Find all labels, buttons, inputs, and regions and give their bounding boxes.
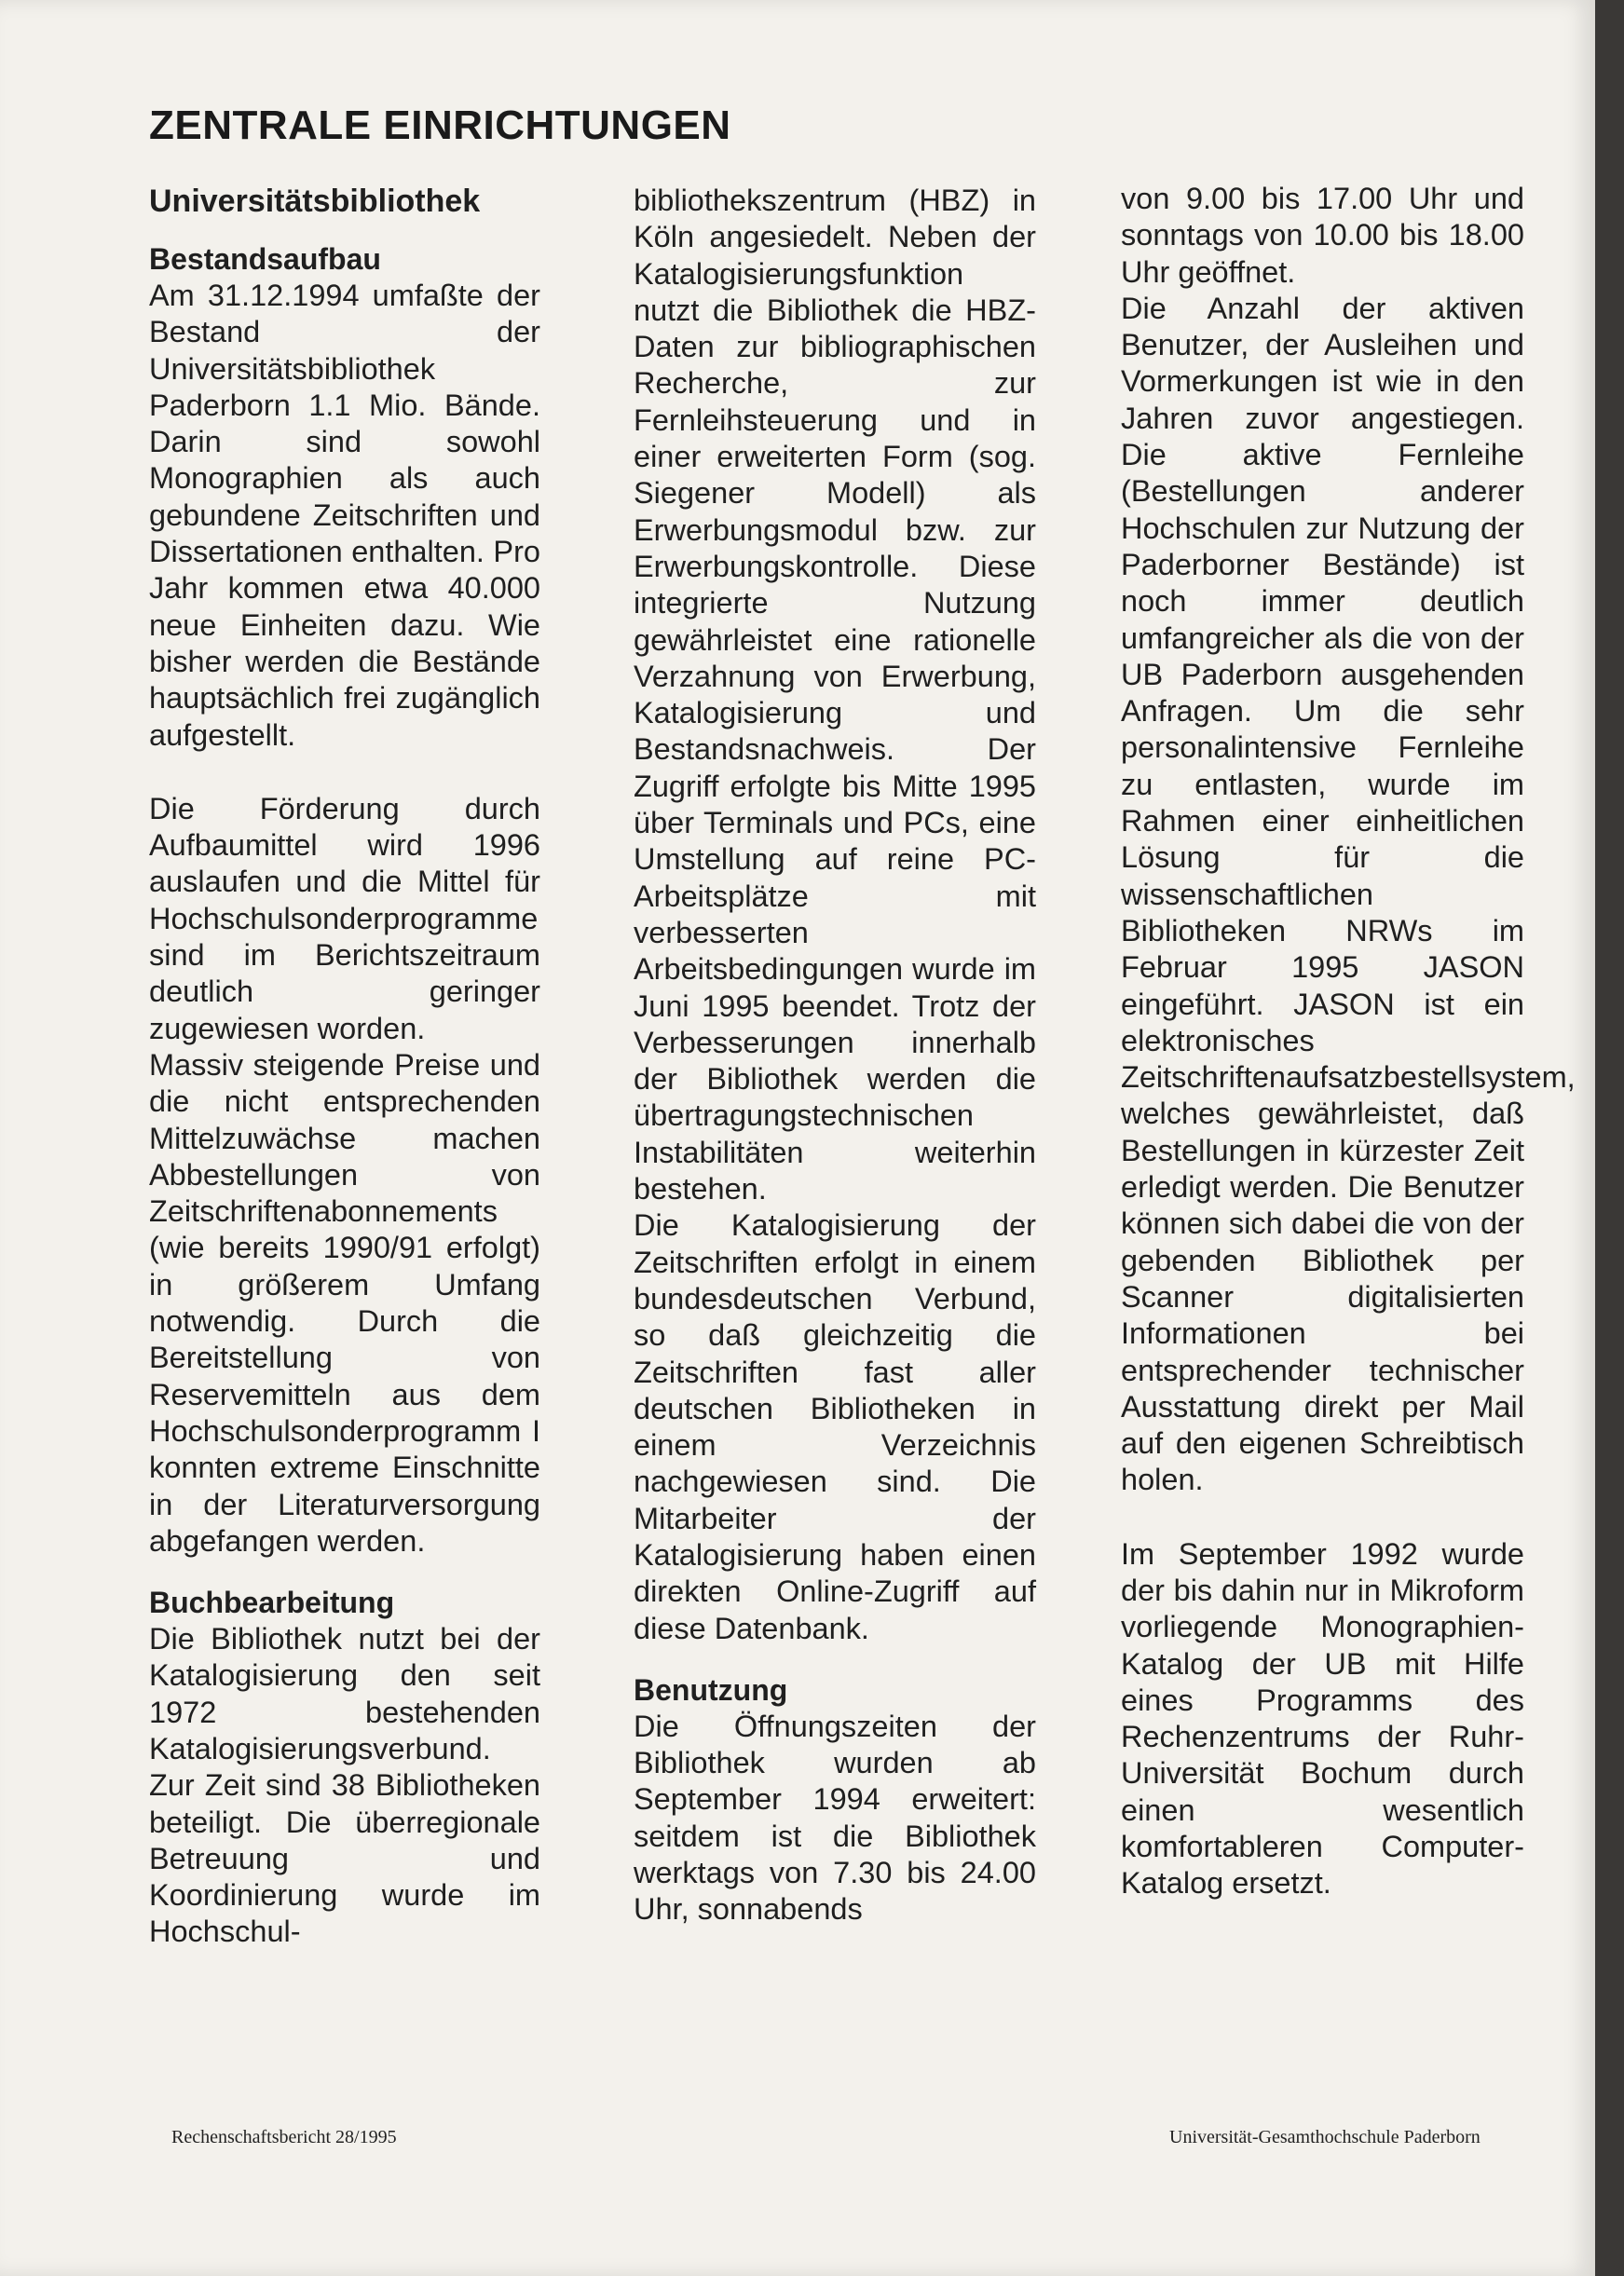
subheading-buchbearbeitung: Buchbearbeitung — [149, 1586, 395, 1620]
column-1 — [149, 183, 540, 1951]
page-heading: ZENTRALE EINRICHTUNGEN — [149, 102, 731, 148]
paragraph-preise: Massiv steigende Preise und die nicht entsprechenden Mittelzuwächse machen Abbestellungen von Zeitschriftenabonnements (wie bereits 1990/91 erfolgt) in größerem Umfang notwendig. Durch die Bereitstellung von Reservemitteln aus dem Hochschulsonderprogramm I konnten extreme Einschnitte in der Literaturversorgung abgefangen werden. — [149, 1047, 540, 1558]
subheading-benutzung: Benutzung — [634, 1672, 788, 1707]
column-3 — [1121, 181, 1576, 1902]
subheading-bestandsaufbau: Bestandsaufbau — [149, 242, 381, 276]
paragraph-fernleihe: Die Anzahl der aktiven Benutzer, der Ausleihen und Vormerkungen ist wie in den Jahren zuvor angestiegen. Die aktive Fernleihe (Bestellungen anderer Hochschulen zur Nutzung der Paderborner Bestände) ist noch immer deutlich umfangreicher als die von der UB Paderborn ausgehenden Anfragen. Um die sehr personalintensive Fernleihe zu entlasten, wurde im Rahmen einer einheitlichen Lösung für die wissenschaftlichen Bibliotheken NRWs im Februar 1995 JASON eingeführt. JASON ist ein elektronisches Zeitschriftenaufsatzbestellsystem, welches gewährleistet, daß Bestellungen in kürzester Zeit erledigt werden. Die Benutzer können sich dabei die von der gebenden Bibliothek per Scanner digitalisierten Informationen bei entsprechender technischer Ausstattung direkt per Mail auf den eigenen Schreibtisch holen. — [1121, 291, 1576, 1497]
footer-left: Rechenschaftsbericht 28/1995 — [171, 2127, 397, 2147]
paragraph-katalogisierung: Die Bibliothek nutzt bei der Katalogisierung den seit 1972 bestehenden Katalogisierungsverbund. Zur Zeit sind 38 Bibliotheken beteiligt. Die überregionale Betreuung und Koordinierung wurde im Hochschul- — [149, 1622, 540, 1949]
column-2 — [634, 183, 1036, 1928]
footer-right: Universität-Gesamthochschule Paderborn — [1169, 2127, 1481, 2147]
section-title: Universitätsbibliothek — [149, 184, 481, 219]
paragraph-oeffnungszeiten: Die Öffnungszeiten der Bibliothek wurden ab September 1994 erweitert: seitdem ist die Bibliothek werktags von 7.30 bis 24.00 Uhr, sonnabends — [634, 1709, 1036, 1927]
paragraph-bestand: Am 31.12.1994 umfaßte der Bestand der Universitätsbibliothek Paderborn 1.1 Mio. Bände. Darin sind sowohl Monographien als auch gebundene Zeitschriften und Dissertationen enthalten. Pro Jahr kommen etwa 40.000 neue Einheiten dazu. Wie bisher werden die Bestände hauptsächlich frei zugänglich aufgestellt. — [149, 279, 540, 752]
paragraph-zeitschriften: Die Katalogisierung der Zeitschriften erfolgt in einem bundesdeutschen Verbund, so daß gleichzeitig die Zeitschriften fast aller deutschen Bibliotheken in einem Verzeichnis nachgewiesen sind. Die Mitarbeiter der Katalogisierung haben einen direkten Online-Zugriff auf diese Datenbank. — [634, 1208, 1036, 1645]
paragraph-katalog: Im September 1992 wurde der bis dahin nur in Mikroform vorliegende Monographien-Katalog der UB mit Hilfe eines Programms des Rechenzentrums der Ruhr-Universität Bochum durch einen wesentlich komfortableren Computer-Katalog ersetzt. — [1121, 1536, 1524, 1901]
paragraph-foerderung: Die Förderung durch Aufbaumittel wird 1996 auslaufen und die Mittel für Hochschulsonderprogramme sind im Berichtszeitraum deutlich geringer zugewiesen worden. — [149, 791, 540, 1045]
paragraph-oeffnung-fortsetzung: von 9.00 bis 17.00 Uhr und sonntags von 10.00 bis 18.00 Uhr geöffnet. — [1121, 182, 1524, 289]
paragraph-hbz: bibliothekszentrum (HBZ) in Köln angesiedelt. Neben der Katalogisierungsfunktion nutzt die Bibliothek die HBZ-Daten zur bibliographischen Recherche, zur Fernleihsteuerung und in einer erweiterten Form (sog. Siegener Modell) als Erwerbungsmodul bzw. zur Erwerbungskontrolle. Diese integrierte Nutzung gewährleistet eine rationelle Verzahnung von Erwerbung, Katalogisierung und Bestandsnachweis. Der Zugriff erfolgte bis Mitte 1995 über Terminals und PCs, eine Umstellung auf reine PC-Arbeitsplätze mit verbesserten Arbeitsbedingungen wurde im Juni 1995 beendet. Trotz der Verbesserungen innerhalb der Bibliothek werden die übertragungstechnischen Instabilitäten weiterhin bestehen. — [634, 184, 1036, 1206]
